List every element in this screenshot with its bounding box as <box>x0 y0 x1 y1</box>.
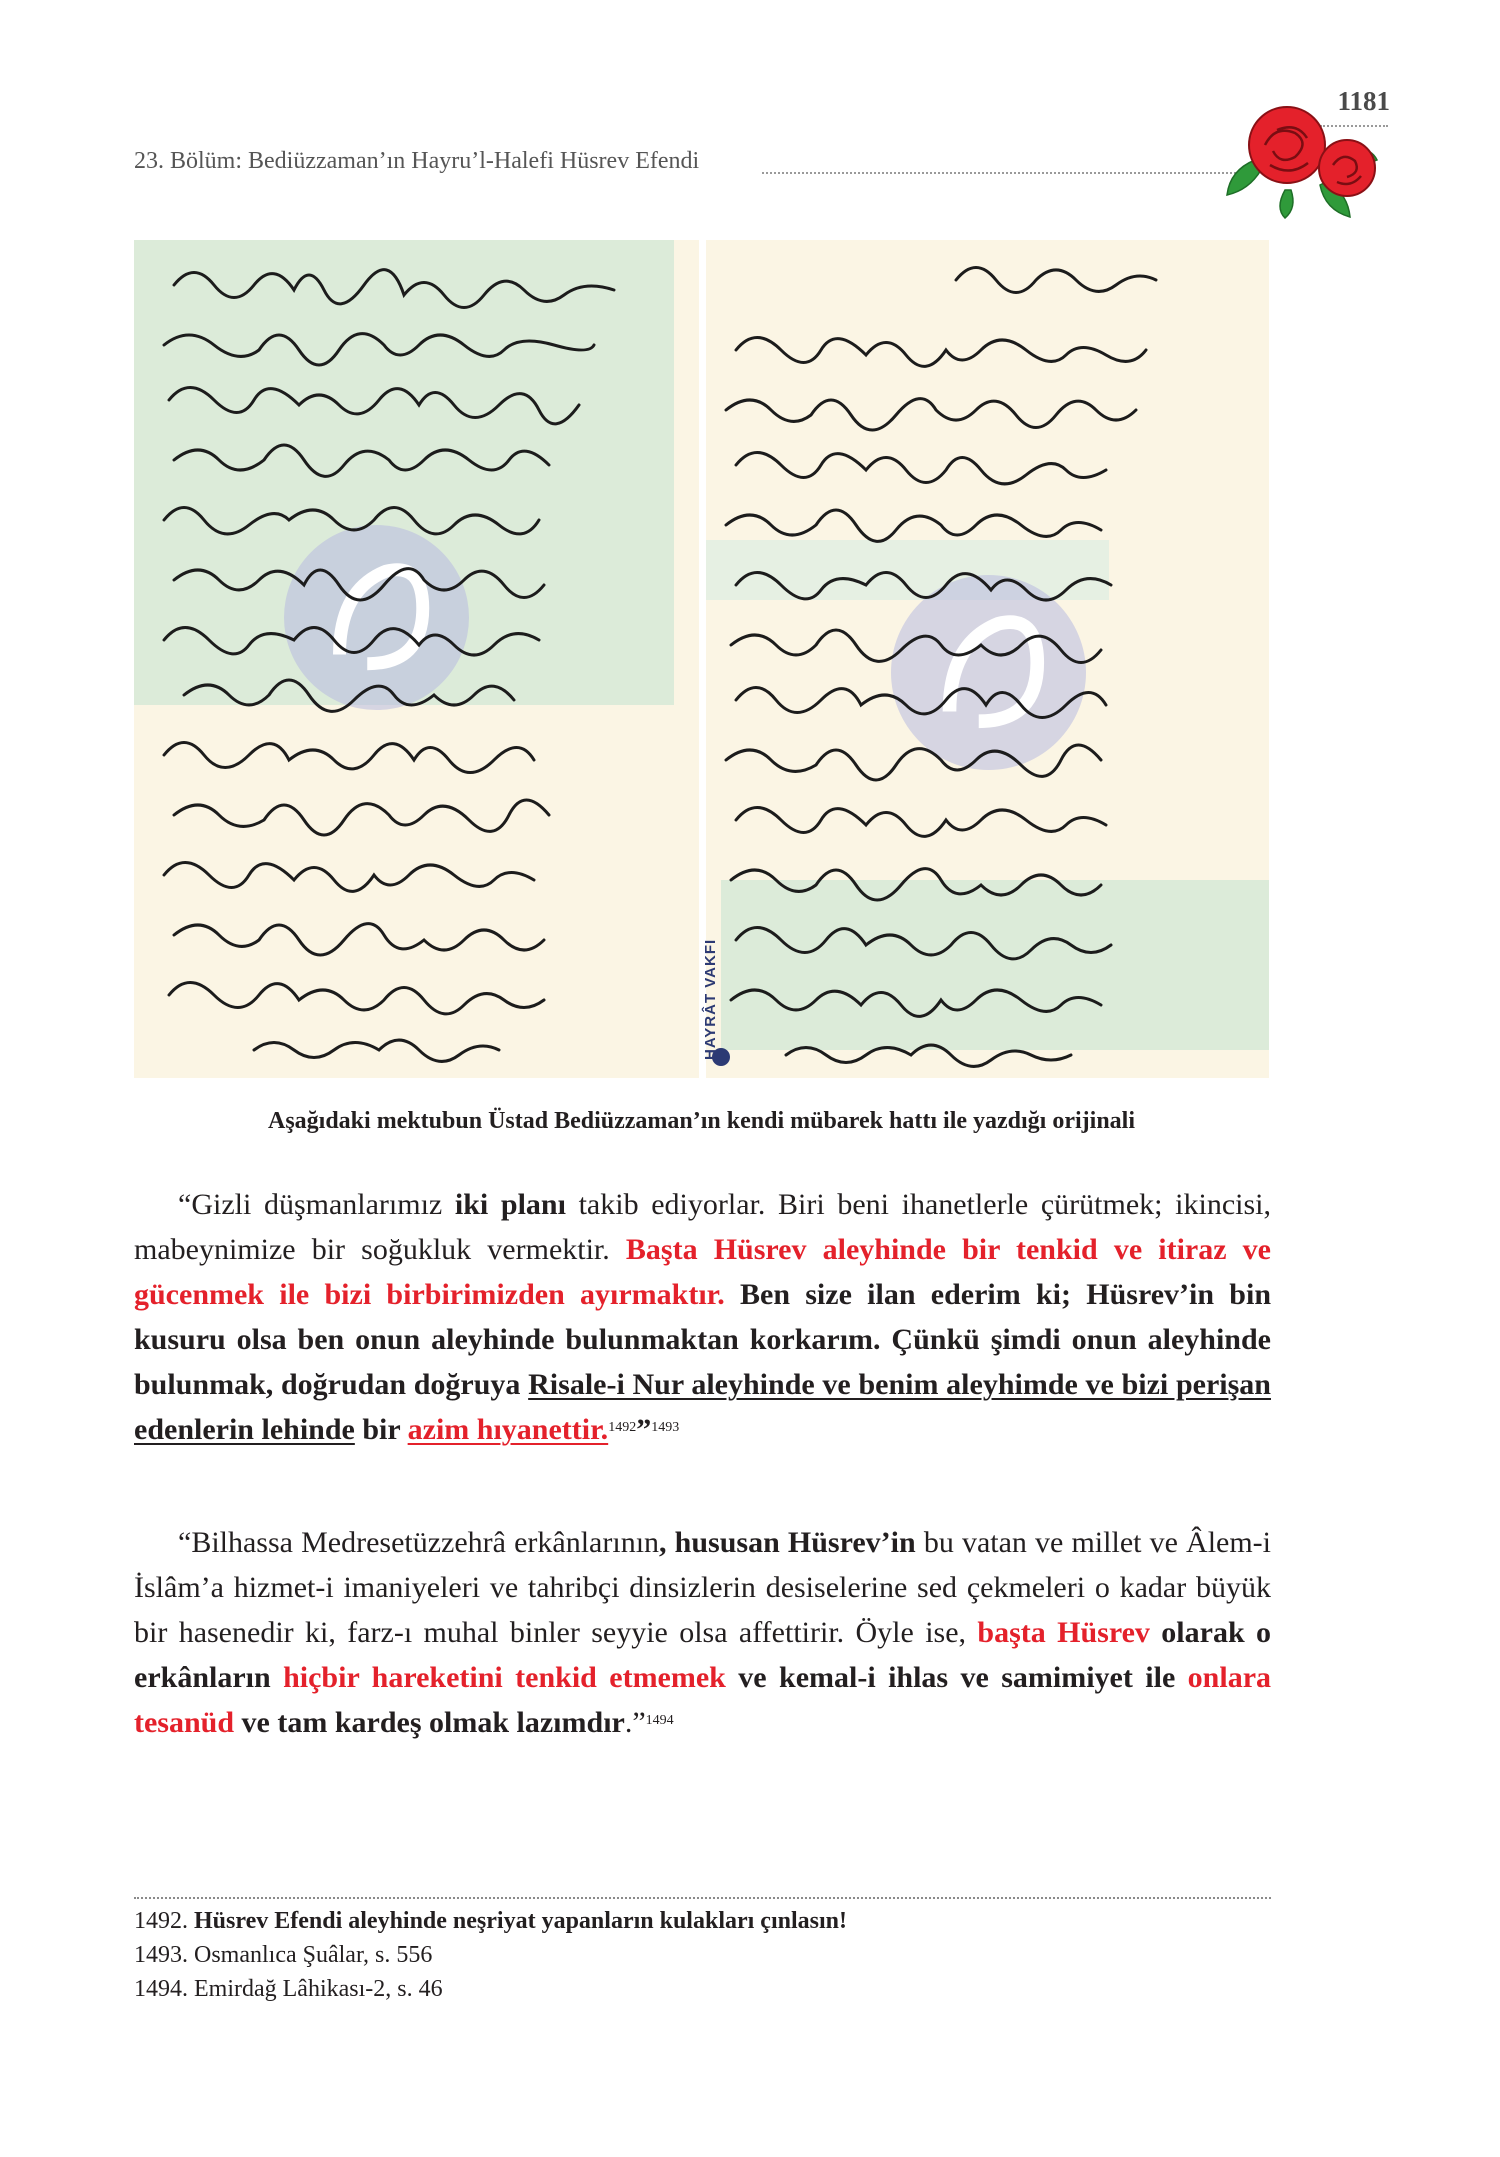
closing-quote: .” <box>624 1706 646 1739</box>
manuscript-page-left <box>134 240 699 1078</box>
handwritten-text-left <box>134 240 699 1078</box>
bold-span: iki planı <box>454 1188 566 1221</box>
footnote-separator <box>134 1897 1271 1899</box>
highlight-red-span: başta Hüsrev <box>977 1616 1150 1649</box>
footnote-number: 1493. <box>134 1942 188 1968</box>
bold-span: ve tam kardeş olmak lazımdır <box>234 1706 625 1739</box>
footnote-text: Hüsrev Efendi aleyhinde neşriyat yapanların kulakları çınlasın! <box>188 1908 847 1934</box>
text-span: “Gizli düşmanlarımız <box>178 1188 455 1221</box>
footnote-ref-1494[interactable]: 1494 <box>645 1713 674 1728</box>
bold-span: olarak o erkânların <box>134 1616 1271 1694</box>
highlight-red-underlined-span: azim hıyanettir. <box>407 1413 609 1446</box>
text-span: “Bilhassa Medresetüzzehrâ erkânlarının <box>178 1526 660 1559</box>
body-paragraph-1 <box>134 1182 1271 1452</box>
running-head: 23. Bölüm: Bediüzzaman’ın Hayru’l-Halefi Hüsrev Efendi <box>134 148 700 174</box>
footnote-1493 <box>134 1942 432 1969</box>
highlight-red-span: hiçbir hareketini tenkid etmemek <box>283 1661 726 1694</box>
footnote-1494 <box>134 1976 443 2003</box>
running-head-rule <box>762 172 1240 174</box>
footnote-1492 <box>134 1908 847 1935</box>
bold-span: Ben size ilan ederim ki; Hüsrev’in bin kusuru olsa ben onun aleyhinde bulunmaktan korkarım. Çünkü şimdi onun aleyhinde bulunmak, doğrudan doğruya <box>134 1278 1272 1401</box>
bold-span: , hususan Hüsrev’in <box>659 1526 916 1559</box>
footnote-number: 1494. <box>134 1976 188 2002</box>
watermark-label: HAYRÂT VAKFI <box>702 938 719 1060</box>
figure-caption: Aşağıdaki mektubun Üstad Bediüzzaman’ın kendi mübarek hattı ile yazdığı orijinali <box>267 1108 1136 1134</box>
bold-span: bir <box>354 1413 408 1446</box>
body-paragraph-2 <box>134 1520 1271 1745</box>
manuscript-page-right <box>706 240 1269 1078</box>
footnote-ref-1493[interactable]: 1493 <box>651 1420 680 1435</box>
text-span: bu vatan ve millet ve Âlem-i İslâm’a hizmet-i imaniyeleri ve tahribçi dinsizlerin desiselerine sed çekmeleri o kadar büyük bir hasenedir ki, farz-ı muhal binler seyyie olsa affettirir. Öyle ise, <box>134 1526 1272 1649</box>
closing-quote: ” <box>636 1413 652 1446</box>
underlined-bold-span: Risale-i Nur aleyhinde ve benim aleyhimde ve bizi perişan edenlerin lehinde <box>134 1368 1271 1446</box>
highlight-red-span: Başta Hüsrev aleyhinde bir tenkid ve itiraz ve gücenmek ile bizi birbirimizden ayırmaktır. <box>134 1233 1271 1311</box>
rose-ornament-icon <box>1225 90 1380 220</box>
footnote-text: Emirdağ Lâhikası-2, s. 46 <box>188 1976 443 2002</box>
footnote-number: 1492. <box>134 1908 188 1934</box>
page-number: 1181 <box>1337 86 1390 116</box>
highlight-red-span: onlara tesanüd <box>134 1661 1272 1739</box>
footnote-ref-1492[interactable]: 1492 <box>608 1420 637 1435</box>
handwritten-text-right <box>706 240 1269 1078</box>
bold-span: ve kemal-i ihlas ve samimiyet ile <box>725 1661 1188 1694</box>
footnote-text: Osmanlıca Şuâlar, s. 556 <box>188 1942 433 1968</box>
text-span: takib ediyorlar. Biri beni ihanetlerle çürütmek; ikincisi, mabeynimize bir soğukluk vermektir. <box>134 1188 1271 1266</box>
